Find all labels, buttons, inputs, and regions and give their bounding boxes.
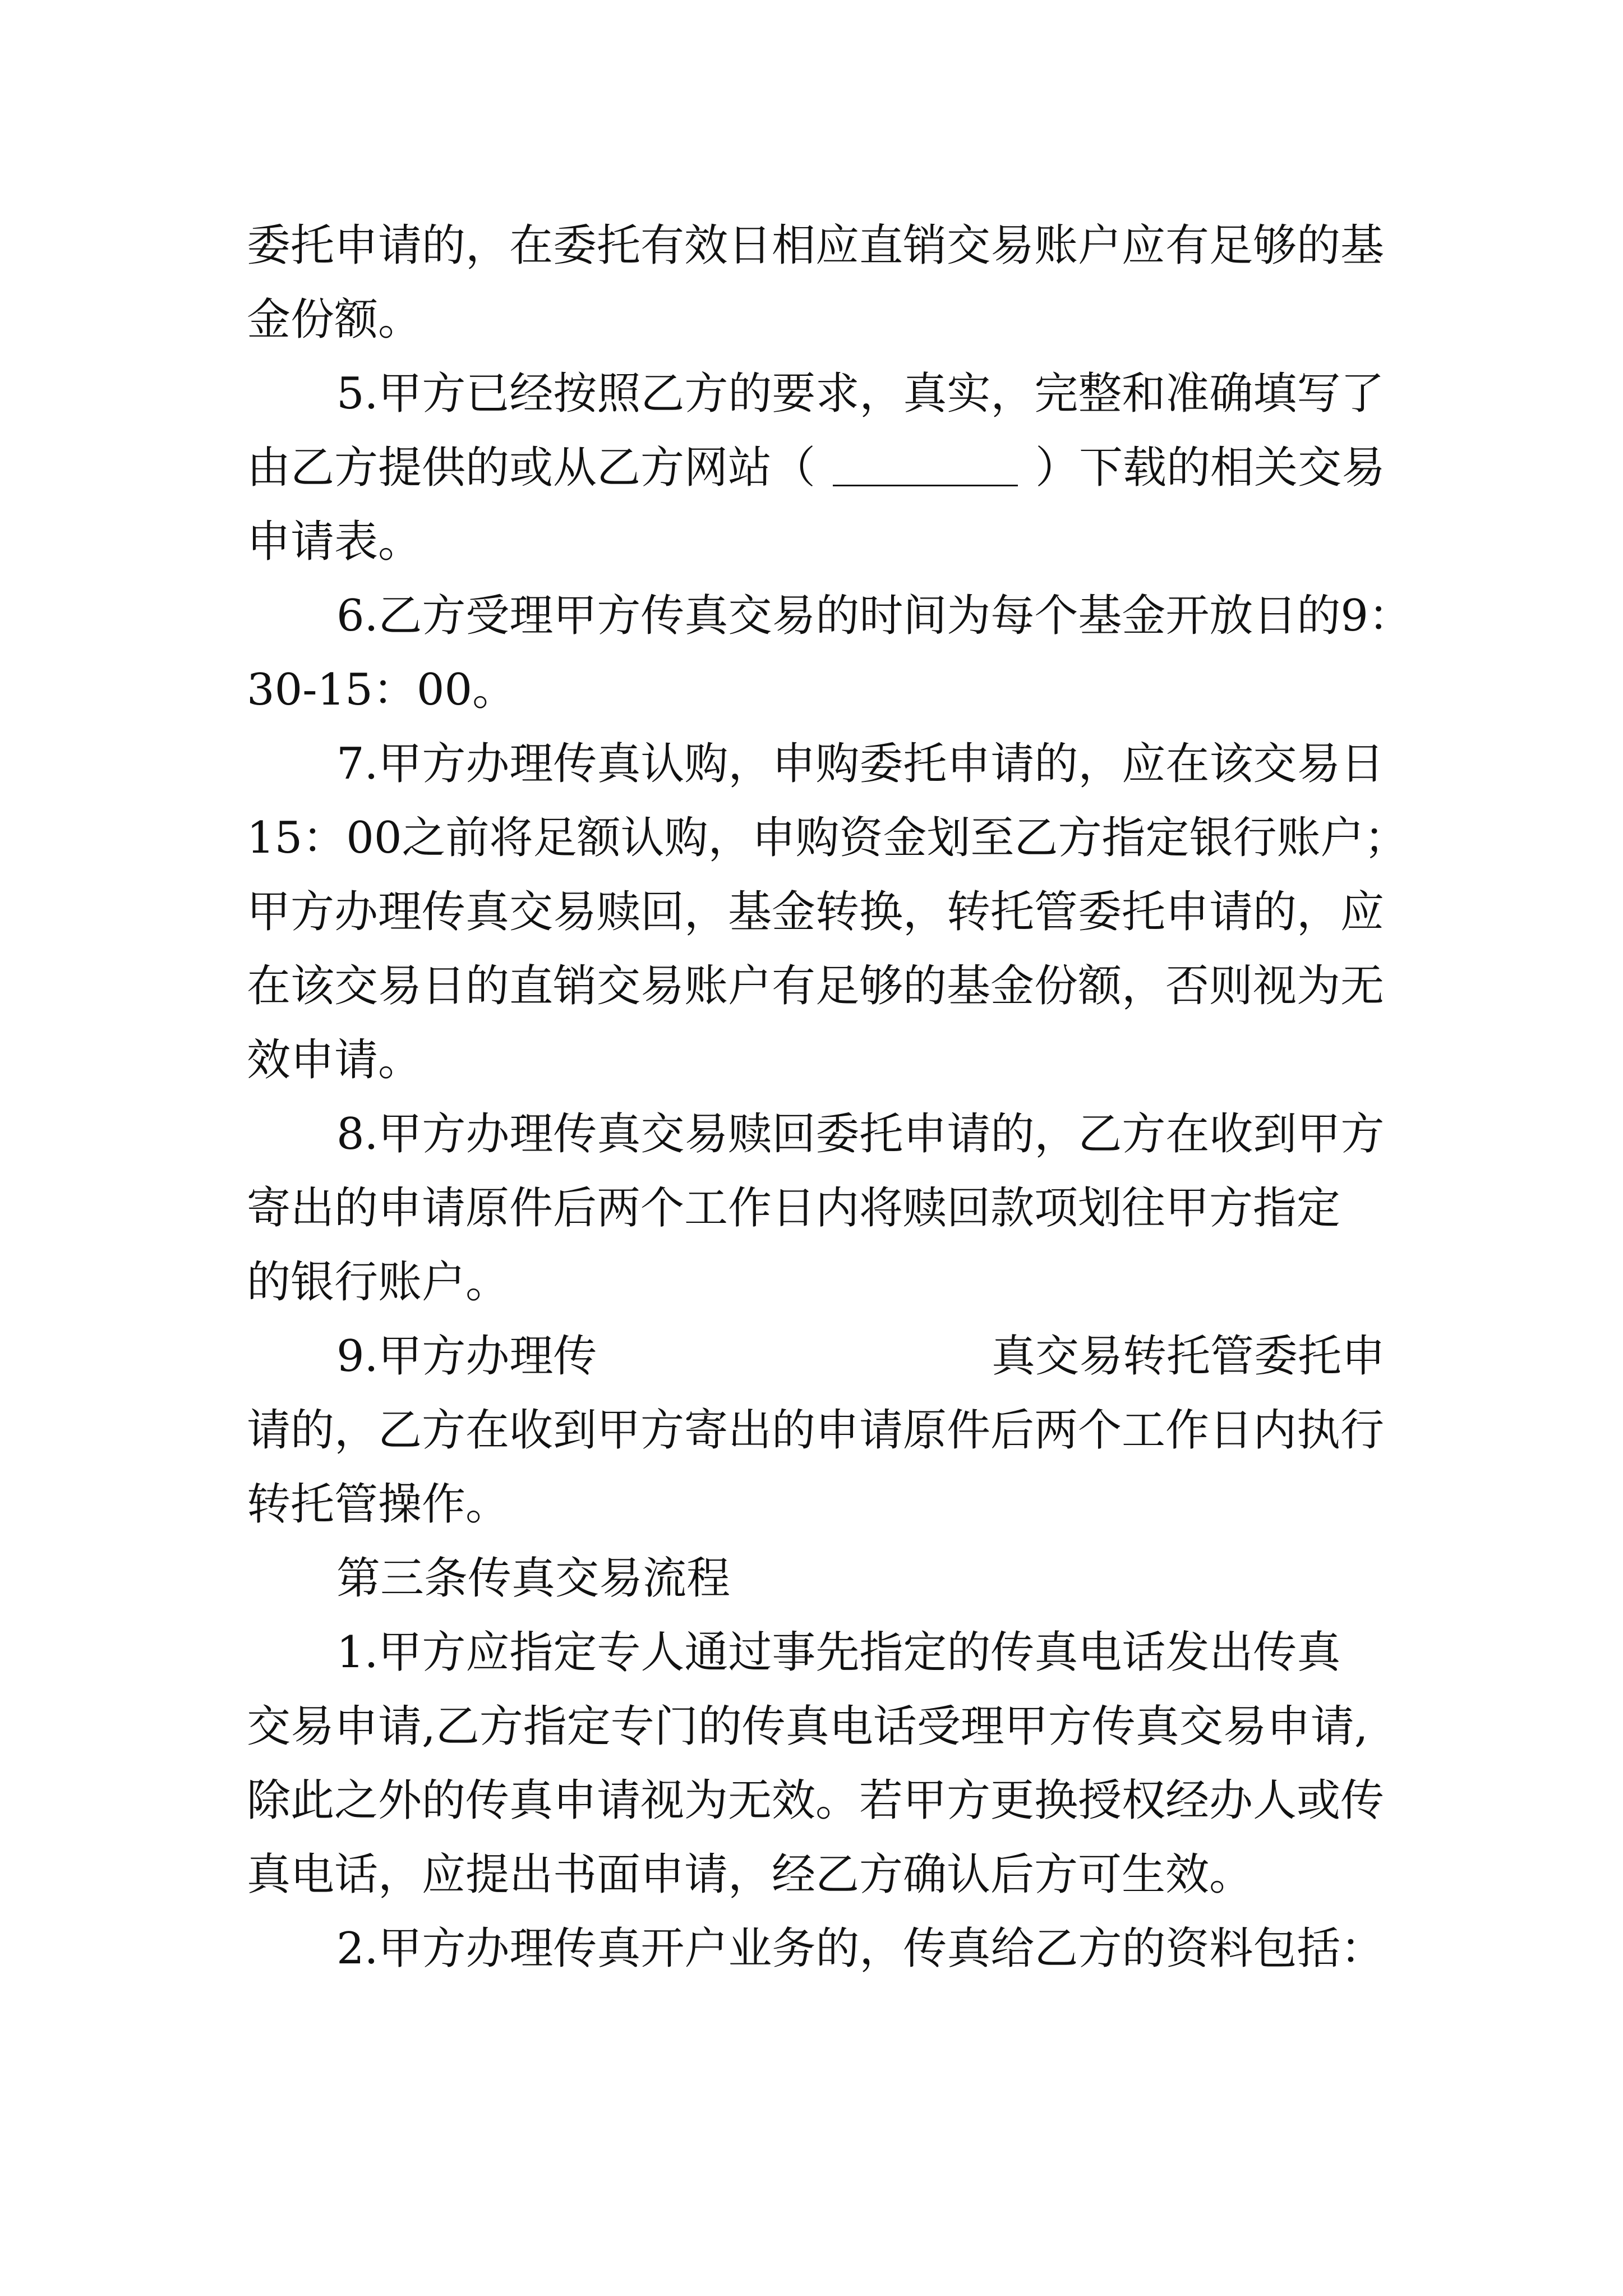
line-text: 真电话，应提出书面申请，经乙方确认后方可生效。 — [247, 1849, 1253, 1900]
line-text: 请的，乙方在收到甲方寄出的申请原件后两个工作日内执行 — [247, 1405, 1385, 1456]
text-line — [247, 959, 1385, 1013]
text-line — [336, 367, 1385, 421]
text-line — [247, 1181, 1385, 1235]
text-line — [336, 1329, 1385, 1383]
section-heading — [336, 1552, 1385, 1605]
line-text: 8.甲方办理传真交易赎回委托申请的，乙方在收到甲方 — [336, 1109, 1385, 1159]
text-line — [336, 589, 1413, 643]
line-text: 15：00之前将足额认购，申购资金划至乙方指定银行账户； — [247, 813, 1408, 863]
text-line — [247, 1774, 1385, 1828]
line-text: 9.甲方办理传 — [336, 1331, 597, 1382]
line-text: 在该交易日的直销交易账户有足够的基金份额，否则视为无 — [247, 961, 1385, 1011]
text-line — [336, 1107, 1385, 1161]
line-text: 转托管操作。 — [247, 1479, 510, 1530]
line-text: 效申请。 — [247, 1035, 422, 1085]
text-line — [247, 1033, 1385, 1087]
text-line — [336, 737, 1385, 791]
line-text: 6.乙方受理甲方传真交易的时间为每个基金开放日的9： — [336, 591, 1413, 641]
text-line — [336, 1922, 1385, 1976]
line-text: 真交易转托管委托申 — [991, 1331, 1385, 1382]
line-text: 7.甲方办理传真认购，申购委托申请的，应在该交易日 — [336, 739, 1385, 789]
text-line — [247, 441, 1385, 495]
line-text: 1.甲方应指定专人通过事先指定的传真电话发出传真 — [336, 1627, 1341, 1678]
line-text: 除此之外的传真申请视为无效。若甲方更换授权经办人或传 — [247, 1775, 1385, 1826]
text-line — [247, 1478, 1385, 1531]
line-text: 寄出的申请原件后两个工作日内将赎回款项划往甲方指定 — [247, 1183, 1341, 1234]
line-text: 的银行账户。 — [247, 1257, 510, 1308]
text-line — [247, 1700, 1385, 1754]
text-line — [247, 515, 1385, 569]
line-text: 甲方办理传真交易赎回，基金转换，转托管委托申请的，应 — [247, 887, 1385, 937]
text-line — [247, 1255, 1385, 1309]
text-line — [247, 219, 1385, 273]
text-line — [336, 1626, 1385, 1680]
heading-text: 第三条传真交易流程 — [336, 1553, 731, 1604]
text-line — [247, 293, 1385, 347]
fill-in-blank — [833, 450, 1018, 486]
line-text: 2.甲方办理传真开户业务的，传真给乙方的资料包括： — [336, 1924, 1385, 1974]
line-text: 金份额。 — [247, 295, 422, 345]
text-line — [247, 811, 1408, 865]
line-text: ）下载的相关交易 — [1035, 443, 1385, 493]
text-line — [247, 885, 1385, 939]
line-text: 申请表。 — [247, 517, 422, 567]
line-text: 交易申请,乙方指定专门的传真电话受理甲方传真交易申请, — [247, 1701, 1368, 1752]
text-line — [247, 1404, 1385, 1457]
line-text: 5.甲方已经按照乙方的要求，真实，完整和准确填写了 — [336, 369, 1385, 419]
text-line — [247, 663, 1385, 717]
line-text: 30-15：00。 — [247, 665, 517, 715]
text-line — [247, 1848, 1385, 1902]
line-text: 由乙方提供的或从乙方网站（ — [247, 443, 816, 493]
line-text: 委托申请的，在委托有效日相应直销交易账户应有足够的基 — [247, 220, 1385, 271]
